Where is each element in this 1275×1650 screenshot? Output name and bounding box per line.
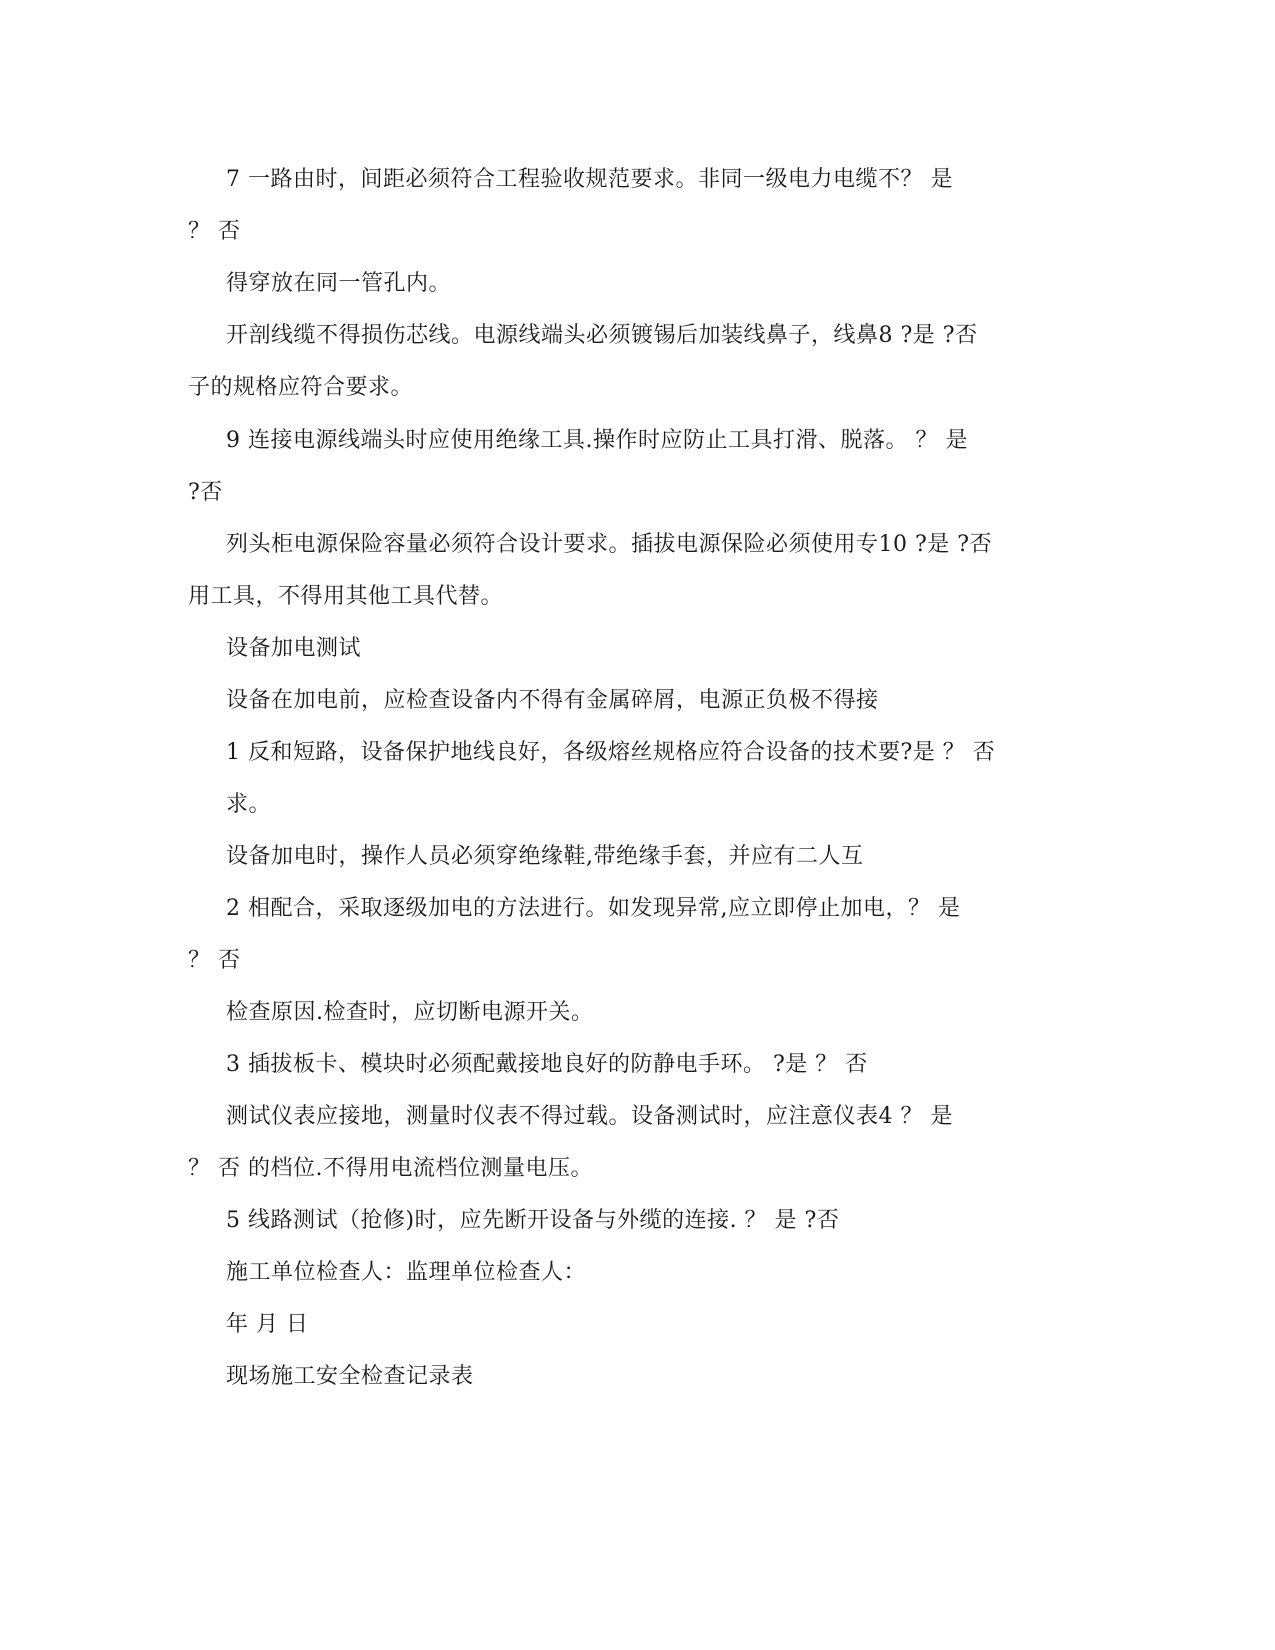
text-line: 7 一路由时，间距必须符合工程验收规范要求。非同一级电力电缆不？ 是 [226, 167, 953, 192]
date-line: 年 月 日 [226, 1312, 309, 1337]
table-title: 现场施工安全检查记录表 [226, 1364, 474, 1389]
text-line: ?否 [188, 480, 223, 505]
text-line: 开剖线缆不得损伤芯线。电源线端头必须镀锡后加装线鼻子，线鼻8 ?是 ?否 [226, 323, 978, 348]
text-line: 9 连接电源线端头时应使用绝缘工具.操作时应防止工具打滑、脱落。 ？ 是 [226, 428, 968, 453]
text-line: 2 相配合，采取逐级加电的方法进行。如发现异常,应立即停止加电，？ 是 [226, 896, 961, 921]
text-line: 列头柜电源保险容量必须符合设计要求。插拔电源保险必须使用专10 ?是 ?否 [226, 532, 993, 557]
text-line: 求。 [226, 792, 272, 817]
signature-line: 施工单位检查人：监理单位检查人： [226, 1260, 587, 1285]
text-line: 5 线路测试（抢修)时，应先断开设备与外缆的连接. ？ 是 ?否 [226, 1208, 840, 1233]
text-line: ？ 否 的档位.不得用电流档位测量电压。 [188, 1156, 593, 1181]
text-line: 设备加电时，操作人员必须穿绝缘鞋,带绝缘手套，并应有二人互 [226, 844, 864, 869]
text-line: 得穿放在同一管孔内。 [226, 271, 452, 296]
text-line: 子的规格应符合要求。 [188, 375, 414, 400]
section-heading: 设备加电测试 [226, 636, 362, 661]
text-line: ？ 否 [188, 948, 241, 973]
text-line: 检查原因.检查时，应切断电源开关。 [226, 1000, 594, 1025]
text-line: ？ 否 [188, 219, 241, 244]
text-line: 设备在加电前，应检查设备内不得有金属碎屑，电源正负极不得接 [226, 688, 879, 713]
text-line: 1 反和短路，设备保护地线良好，各级熔丝规格应符合设备的技术要?是 ？ 否 [226, 740, 996, 765]
text-line: 测试仪表应接地，测量时仪表不得过载。设备测试时，应注意仪表4 ？ 是 [226, 1104, 953, 1129]
text-line: 用工具，不得用其他工具代替。 [188, 584, 504, 609]
text-line: 3 插拔板卡、模块时必须配戴接地良好的防静电手环。 ?是 ？ 否 [226, 1052, 868, 1077]
